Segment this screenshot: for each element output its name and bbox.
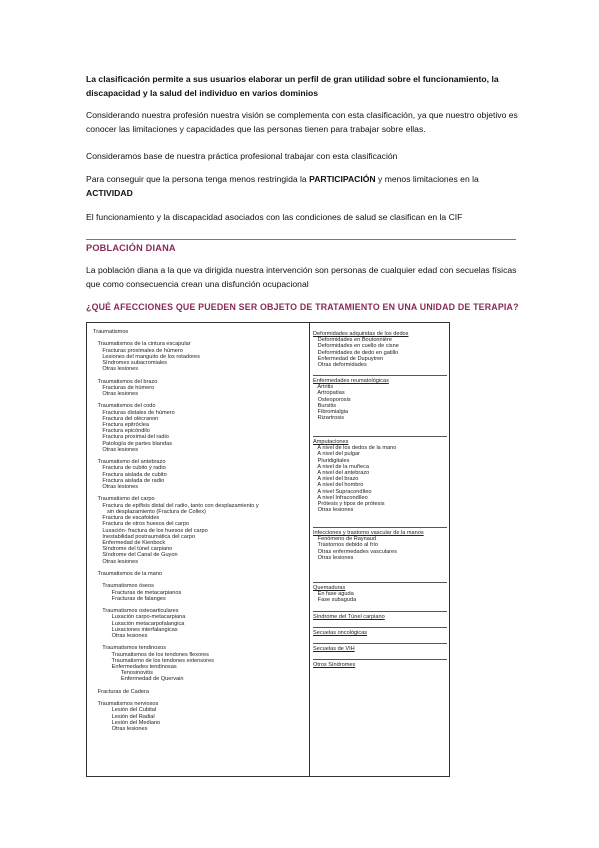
condition-group <box>313 527 447 561</box>
condition-group-title: Deformidades adquiridas de los dedos <box>313 331 409 337</box>
paragraph-practice: Consideramos base de nuestra práctica profesional trabajar con esta clasificación <box>86 151 398 161</box>
condition-group-title: Secuelas oncológicas <box>313 630 368 636</box>
condition-group-title: Amputaciones <box>313 439 349 445</box>
condition-group-title: Otros Síndromes <box>313 662 356 668</box>
condition-group-title: Infecciones y trastorno vascular de la manos <box>313 530 424 536</box>
condition-group <box>313 375 447 421</box>
conditions-table <box>86 322 450 777</box>
participation-text-b: y menos limitaciones en la <box>375 174 479 184</box>
condition-group-items: Deformidades en Boutonnière Deformidades en cuello de cisne Deformidades de dedo en gatillo Enfermedad de Dupuytren Otras deformidades <box>317 337 399 369</box>
paragraph-participation <box>86 172 526 200</box>
activity-keyword: ACTIVIDAD <box>86 188 133 198</box>
paragraph-poblacion: La población diana a la que va dirigida nuestra intervención son personas de cualquier edad con secuelas físicas que como consecuencia crean una disfunción ocupacional <box>86 265 517 289</box>
condition-group <box>313 436 447 513</box>
section-divider <box>86 239 516 240</box>
participation-text-a: Para conseguir que la persona tenga menos restringida la <box>86 174 310 184</box>
table-left-column: Traumatismos Traumatismos de la cintura escapular Fracturas proximales de húmero Lesiones del manguito de los rotadores Síndromes subacromiales Otras lesiones Traumatismos del brazo Fracturas de húmero Otras lesiones Traumatismos del codo Fracturas distales de húmero Fractura del olécranon Fractura epitróclea Fractura epicóndilo Fractura proximal del radio Patología de partes blandas Otras lesiones Traumatismo del antebrazo Fractura de cubito y radio Fractura aislada de cubito Fractura aislada de radio Otras lesiones Traumatismo del carpo Fractura de epífisis distal del radio, tanto con desplazamiento y sin desplazamiento (Fractura de Collex) Fractura de escafoides Fractura de otros huesos del carpo Luxación- fractura de los huesos del carpo Inestabilidad postraumática del carpo Enfermedad de Kienbock Síndrome del túnel carpiano Síndrome del Canal de Guyon Otras lesiones Traumatismos de la mano Traumatismos óseos Fracturas de metacarpianos Fracturas de falanges Traumatismos osteoarticulares Luxación carpo-metacarpiana Luxación metacarpofalangica Luxaciones interfalangicas Otras lesiones Traumatismos tendinosos Traumatismos de los tendones flexores Traumatismo de los tendones extensores Enfermedades tendinosas Tenosinovitis Enfermedad de Quervain Fracturas de Cadera Traumatismos nerviosos Lesión del Cubital Lesión del Radial Lesión del Mediano Otras lesiones <box>93 329 259 732</box>
section-title-afecciones: ¿QUÉ AFECCIONES QUE PUEDEN SER OBJETO DE TRATAMIENTO EN UNA UNIDAD DE TERAPIA? <box>86 302 519 312</box>
condition-group <box>313 627 447 636</box>
section-title-poblacion: POBLACIÓN DIANA <box>86 243 176 253</box>
condition-group-items: En fase aguda Fase subaguda <box>317 591 357 604</box>
condition-group-title: Enfermedades reumatológicas <box>313 378 389 384</box>
paragraph-intro: La clasificación permite a sus usuarios elaborar un perfil de gran utilidad sobre el funcionamiento, la discapacidad y la salud del individuo en varios dominios <box>86 74 499 98</box>
paragraph-cif: El funcionamiento y la discapacidad asociados con las condiciones de salud se clasifican en la CIF <box>86 212 463 222</box>
condition-group <box>313 582 447 604</box>
condition-group-items: Fenómeno de Raynaud Trastornos debido al frío Otras enfermedades vasculares Otras lesiones <box>317 536 397 561</box>
condition-group <box>313 659 447 668</box>
table-column-divider <box>309 323 310 776</box>
condition-group <box>313 611 447 620</box>
condition-group-title: Secuelas de VIH <box>313 646 355 652</box>
participation-keyword: PARTICIPACIÓN <box>309 174 376 184</box>
condition-group <box>313 329 447 368</box>
paragraph-profession: Considerando nuestra profesión nuestra visión se complementa con esta clasificación, ya que nuestro objetivo es conocer las limitaciones y capacidades que las personas tienen para trabajar sobre ellas. <box>86 110 518 134</box>
condition-group-title: Síndrome del Túnel carpiano <box>313 614 385 620</box>
condition-group-items: A nivel de los dedos de la mano A nivel del pulgar Pluridigitales A nivel de la muñeca A nivel del antebrazo A nivel del brazo A nivel del hombro A nivel Supracondíleo A nivel Infracondíleo Prótesis y tipos de prótesis Otras lesiones <box>317 445 397 514</box>
condition-group-title: Quemaduras <box>313 585 346 591</box>
condition-group <box>313 643 447 652</box>
condition-group-items: Artritis Artropatías Osteoporosis Bursitis Fibromialgia Rizartrosis <box>317 384 351 422</box>
